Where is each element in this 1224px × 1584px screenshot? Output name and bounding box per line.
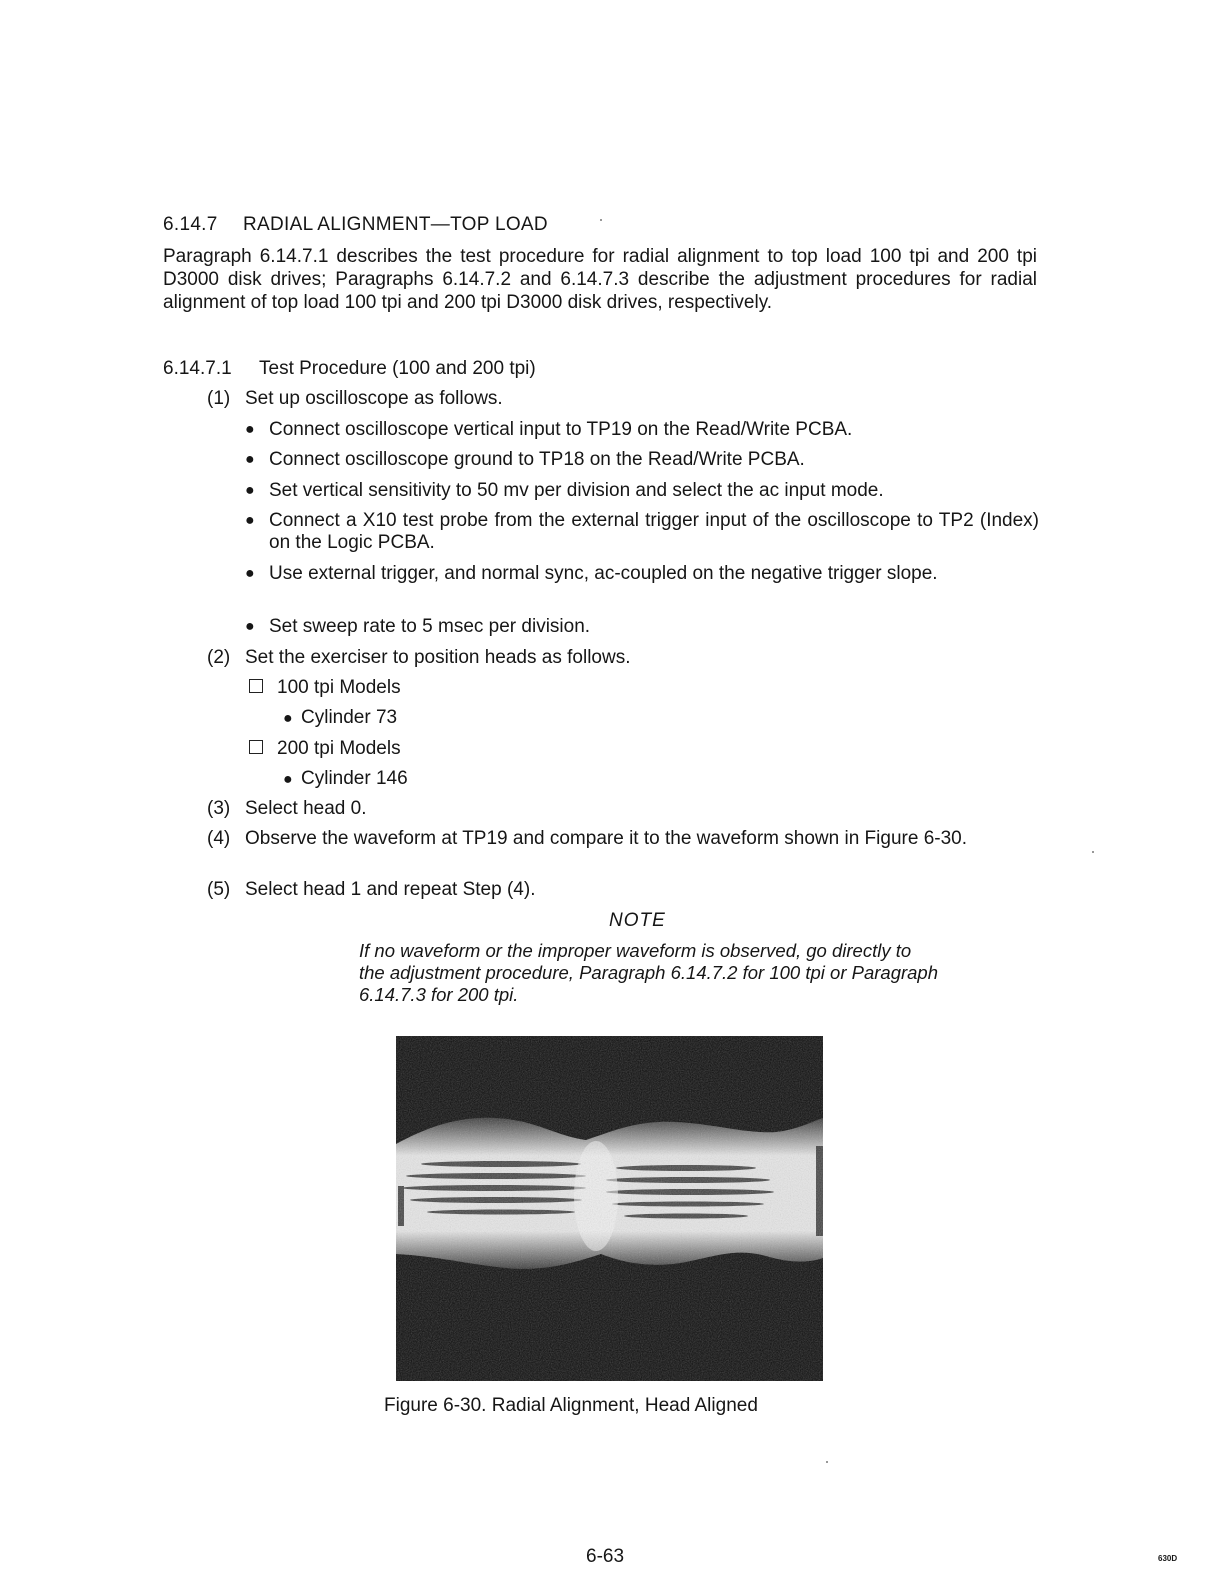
figure-caption: Figure 6-30. Radial Alignment, Head Aligned (384, 1395, 758, 1416)
step-3 (207, 798, 1039, 820)
option-100-tpi (249, 677, 401, 699)
waveform-image (396, 1036, 823, 1381)
bullet-icon: ● (245, 565, 255, 582)
note-title: NOTE (609, 910, 666, 931)
step-text: Set the exerciser to position heads as follows. (245, 647, 631, 668)
step-1 (207, 388, 1039, 410)
section-heading (163, 213, 548, 236)
option-detail-text: Cylinder 73 (301, 707, 398, 728)
step-text: Set up oscilloscope as follows. (245, 388, 503, 409)
bullet-text: Connect a X10 test probe from the external trigger input of the oscilloscope to TP2 (Index) on the Logic PCBA. (269, 510, 1039, 553)
checkbox-square-icon (249, 679, 263, 693)
step-text: Select head 0. (245, 798, 367, 819)
subsection-number: 6.14.7.1 (163, 358, 232, 379)
bullet-text: Connect oscilloscope ground to TP18 on the Read/Write PCBA. (269, 449, 805, 470)
bullet-icon: ● (245, 451, 255, 468)
step-number: (3) (207, 798, 231, 819)
bullet-item (245, 419, 1039, 441)
bullet-item (245, 449, 1039, 471)
bullet-text: Set sweep rate to 5 msec per division. (269, 616, 591, 637)
subsection-title: Test Procedure (100 and 200 tpi) (259, 358, 536, 379)
scan-speck (1092, 851, 1094, 853)
bullet-item (245, 563, 1039, 585)
section-number: 6.14.7 (163, 214, 218, 235)
bullet-text: Connect oscilloscope vertical input to TP19 on the Read/Write PCBA. (269, 419, 853, 440)
bullet-text: Use external trigger, and normal sync, ac-coupled on the negative trigger slope. (269, 563, 938, 584)
step-text: Select head 1 and repeat Step (4). (245, 879, 536, 900)
oscilloscope-waveform-photo (396, 1036, 823, 1381)
bullet-item (245, 480, 1039, 502)
bullet-item (245, 616, 1039, 638)
section-title: RADIAL ALIGNMENT—TOP LOAD (243, 214, 548, 235)
scan-speck (826, 1461, 828, 1463)
bullet-icon: ● (245, 482, 255, 499)
step-number: (1) (207, 388, 231, 409)
page-number: 6-63 (586, 1546, 625, 1567)
step-number: (2) (207, 647, 231, 668)
option-label: 200 tpi Models (277, 738, 401, 759)
note-body: If no waveform or the improper waveform is observed, go directly to the adjustment procedure, Paragraph 6.14.7.2 for 100 tpi or Paragraph 6.14.7.3 for 200 tpi. (359, 940, 939, 1005)
option-label: 100 tpi Models (277, 677, 401, 698)
scan-speck (600, 219, 602, 221)
bullet-icon: ● (283, 771, 293, 788)
bullet-icon: ● (245, 512, 255, 529)
step-text: Observe the waveform at TP19 and compare it to the waveform shown in Figure 6-30. (245, 828, 967, 849)
bullet-text: Set vertical sensitivity to 50 mv per division and select the ac input mode. (269, 480, 884, 501)
checkbox-square-icon (249, 740, 263, 754)
step-2 (207, 647, 1039, 669)
option-detail-text: Cylinder 146 (301, 768, 408, 789)
document-code: 630D (1158, 1554, 1178, 1563)
option-detail (283, 768, 408, 791)
subsection-heading (163, 357, 536, 380)
bullet-icon: ● (245, 421, 255, 438)
step-number: (5) (207, 879, 231, 900)
option-200-tpi (249, 738, 401, 760)
bullet-icon: ● (283, 710, 293, 727)
intro-paragraph: Paragraph 6.14.7.1 describes the test procedure for radial alignment to top load 100 tpi and 200 tpi D3000 disk drives; Paragraphs 6.14.7.2 and 6.14.7.3 describe the adjustment procedures for radial alignment of top load 100 tpi and 200 tpi D3000 disk drives, respectively. (163, 246, 1037, 313)
step-5 (207, 879, 1039, 901)
bullet-icon: ● (245, 618, 255, 635)
option-detail (283, 707, 397, 730)
step-4 (207, 828, 1039, 850)
bullet-item (245, 510, 1039, 554)
step-number: (4) (207, 828, 231, 849)
